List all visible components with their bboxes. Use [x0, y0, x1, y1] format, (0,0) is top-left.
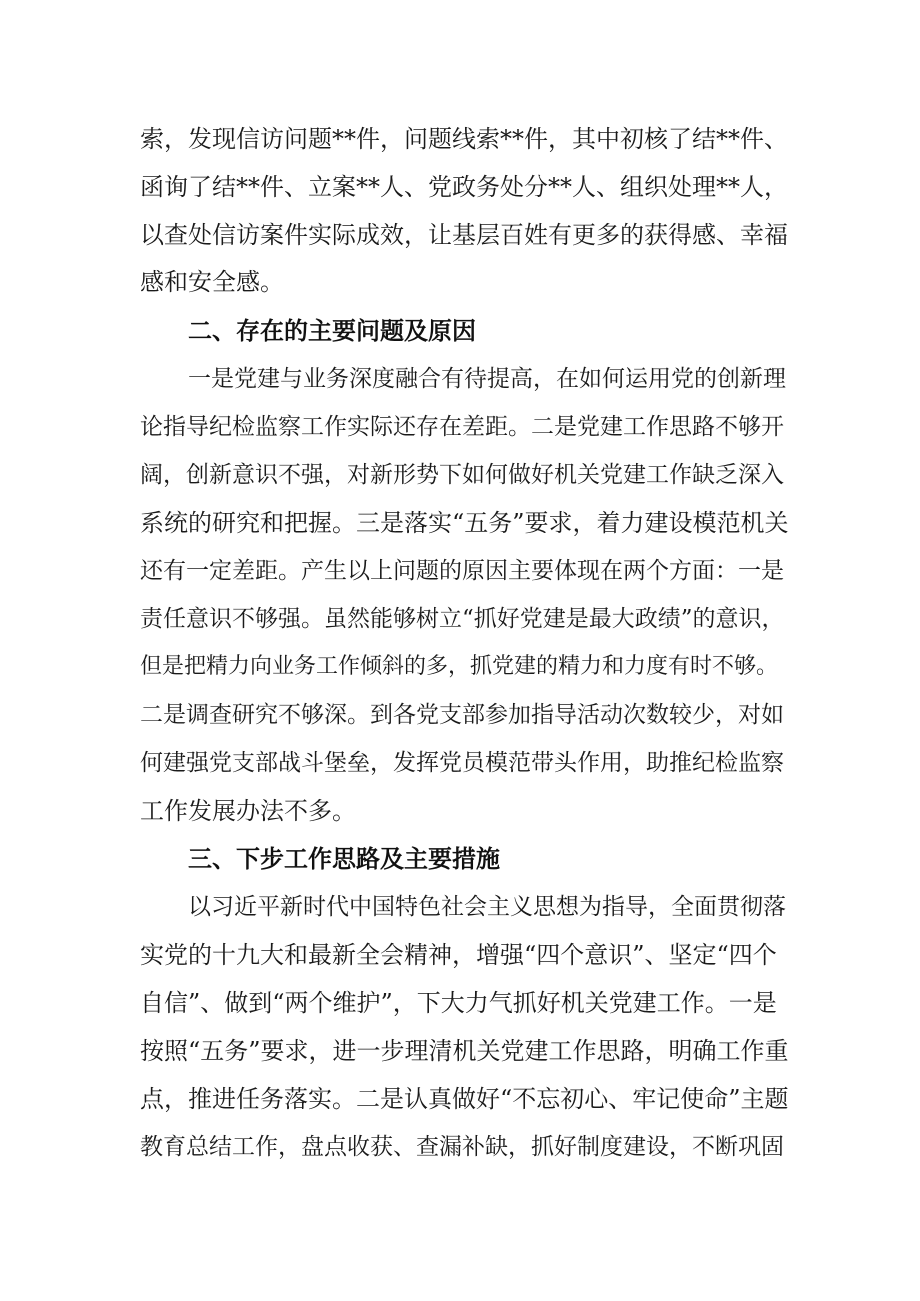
- body-line: 按照“五务”要求，进一步理清机关党建工作思路，明确工作重: [140, 1037, 789, 1065]
- body-line: 点，推进任务落实。二是认真做好“不忘初心、牢记使命”主题: [140, 1085, 789, 1113]
- body-line: 以习近平新时代中国特色社会主义思想为指导，全面贯彻落: [188, 894, 786, 920]
- body-line: 系统的研究和把握。三是落实“五务”要求，着力建设模范机关: [140, 509, 789, 537]
- body-line: 还有一定差距。产生以上问题的原因主要体现在两个方面：一是: [140, 558, 784, 584]
- body-line: 以查处信访案件实际成效，让基层百姓有更多的获得感、幸福: [140, 221, 788, 249]
- section-heading: 二、存在的主要问题及原因: [188, 317, 476, 345]
- section-heading: 三、下步工作思路及主要措施: [188, 845, 500, 873]
- body-line: 论指导纪检监察工作实际还存在差距。二是党建工作思路不够开: [140, 414, 784, 440]
- body-line: 阔，创新意识不强，对新形势下如何做好机关党建工作缺乏深入: [140, 462, 784, 488]
- body-line: 教育总结工作，盘点收获、查漏补缺，抓好制度建设，不断巩固: [140, 1134, 784, 1160]
- body-line: 一是党建与业务深度融合有待提高，在如何运用党的创新理: [188, 366, 786, 392]
- body-line: 索，发现信访问题**件，问题线索**件，其中初核了结**件、: [140, 125, 788, 153]
- body-line: 何建强党支部战斗堡垒，发挥党员模范带头作用，助推纪检监察: [140, 750, 784, 776]
- body-line: 责任意识不够强。虽然能够树立“抓好党建是最大政绩”的意识，: [140, 606, 785, 632]
- body-line: 工作发展办法不多。: [140, 797, 356, 825]
- body-line: 函询了结**件、立案**人、党政务处分**人、组织处理**人，: [140, 173, 788, 201]
- body-line: 但是把精力向业务工作倾斜的多，抓党建的精力和力度有时不够。: [140, 654, 779, 679]
- body-line: 二是调查研究不够深。到各党支部参加指导活动次数较少，对如: [140, 702, 784, 728]
- body-line: 自信”、做到“两个维护”，下大力气抓好机关党建工作。一是: [140, 989, 777, 1017]
- body-line: 感和安全感。: [140, 268, 284, 296]
- body-line: 实党的十九大和最新全会精神，增强“四个意识”、坚定“四个: [140, 941, 777, 969]
